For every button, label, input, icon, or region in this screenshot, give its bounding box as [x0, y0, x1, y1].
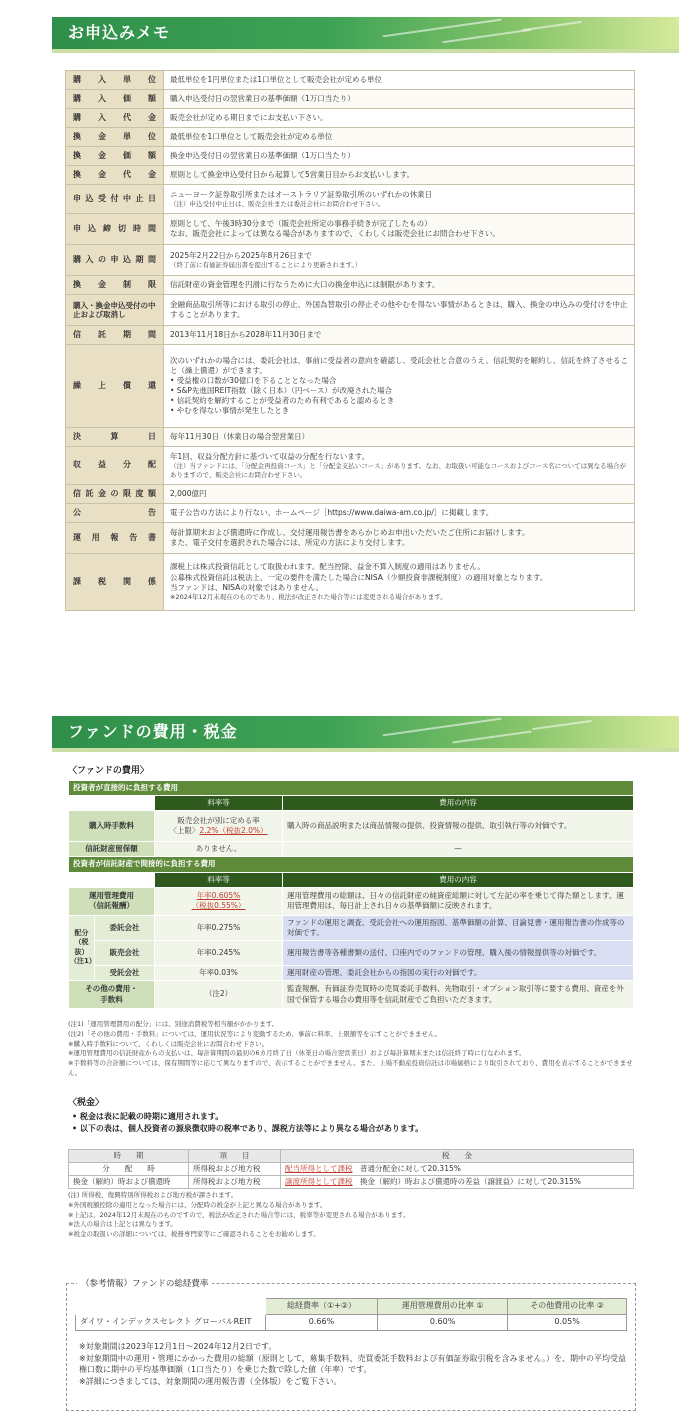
tax-head-period: 時 期	[69, 1150, 189, 1163]
memo-value: 次のいずれかの場合には、委託会社は、事前に受益者の意向を確認し、受託会社と合意のうえ、信託契約を解約し、信託を終了させること（繰上償還）ができます。 • 受益権の口数が30億口を下ることとなった場合 • S&P先進国REIT指数（除く日本）（円ベース）が改廃された場合 • 信託契約を解約することが受益者のため有利であると認めるとき • やむを得ない事情が発生したとき	[164, 345, 635, 428]
memo-key: 換金価額	[66, 147, 164, 166]
mgmt-label: 運用管理費用 （信託報酬）	[69, 887, 155, 915]
memo-banner	[52, 17, 679, 49]
alloc-row-label: 受託会社	[95, 965, 155, 980]
other-fee-label: その他の費用・ 手数料	[69, 981, 155, 1009]
memo-title: お申込みメモ	[68, 23, 171, 42]
tax-table	[68, 1149, 634, 1189]
memo-row	[66, 523, 635, 554]
memo-value: 購入申込受付日の翌営業日の基準価額（1万口当たり）	[164, 90, 635, 109]
tax-row-item: 所得税および地方税	[189, 1176, 281, 1189]
memo-value: 電子公告の方法により行ない、ホームページ［https://www.daiwa-am.co.jp/］に掲載します。	[164, 504, 635, 523]
memo-row	[66, 295, 635, 326]
fees-title: ファンドの費用・税金	[68, 722, 238, 741]
tax-notes: (注) 所得税、復興特別所得税および地方税が課されます。 ※外国税額控除の適用となった場合には、分配時の税金が上記と異なる場合があります。 ※上記は、2024年12月末現在のものですので、税法が改正された場合等には、税率等が変更される場合があります。 ※法人の場合は上記とは異なります。 ※税金の取扱いの詳細については、税務専門家等にご確認されることをお勧めします。	[68, 1191, 410, 1238]
memo-row	[66, 109, 635, 128]
memo-row	[66, 214, 635, 245]
alloc-row-desc: 運用財産の管理、委託会社からの指図の実行の対価です。	[283, 965, 634, 980]
memo-row	[66, 71, 635, 90]
expense-ratio-title: （参考情報）ファンドの総経費率	[77, 1279, 212, 1290]
memo-row	[66, 554, 635, 611]
memo-row	[66, 428, 635, 447]
memo-value: 課税上は株式投資信託として取扱われます。配当控除、益金不算入制度の適用はありません。 公募株式投資信託は税法上、一定の要件を満たした場合にNISA（少額投資非課税制度）の適用対象となります。 当ファンドは、NISAの対象ではありません。 ※2024年12月末現在のものであり、税法が改正された場合等には変更される場合があります。	[164, 554, 635, 611]
memo-key: 信託金の限度額	[66, 485, 164, 504]
tax-head-item: 項 目	[189, 1150, 281, 1163]
memo-value: 最低単位を1円単位または1口単位として販売会社が定める単位	[164, 71, 635, 90]
memo-key: 購入代金	[66, 109, 164, 128]
tax-head-tax: 税 金	[281, 1150, 634, 1163]
memo-key: 購入価額	[66, 90, 164, 109]
memo-key: 運用報告書	[66, 523, 164, 554]
memo-row	[66, 276, 635, 295]
col-rate: 料率等	[155, 796, 283, 811]
direct-cost-bar: 投資者が直接的に負担する費用	[69, 781, 634, 796]
alloc-row-label: 販売会社	[95, 940, 155, 965]
memo-row	[66, 90, 635, 109]
memo-table	[65, 70, 635, 611]
col-rate-2: 料率等	[155, 872, 283, 887]
tax-row-tax: 譲渡所得として課税 換金（解約）時および償還時の差益（譲渡益）に対して20.315%	[281, 1176, 634, 1189]
memo-key: 繰上償還	[66, 345, 164, 428]
tax-bullets: • 税金は表に記載の時期に適用されます。 • 以下の表は、個人投資者の源泉徴収時の税率であり、課税方法等により異なる場合があります。	[72, 1112, 424, 1134]
memo-value: 金融商品取引所等における取引の停止、外国為替取引の停止その他やむを得ない事情があるときは、購入、換金の申込みの受付けを中止することがあります。	[164, 295, 635, 326]
tax-heading: 〈税金〉	[68, 1098, 105, 1108]
memo-row	[66, 326, 635, 345]
expense-ratio-box	[66, 1279, 636, 1411]
memo-row	[66, 447, 635, 485]
memo-value: 信託財産の資金管理を円滑に行なうために大口の換金申込には制限があります。	[164, 276, 635, 295]
other-fee-desc: 監査報酬、有価証券売買時の売買委託手数料、先物取引・オプション取引等に要する費用、資産を外国で保管する場合の費用等を信託財産でご負担いただきます。	[283, 981, 634, 1009]
memo-value: ニューヨーク証券取引所またはオーストラリア証券取引所のいずれかの休業日 （注）申込受付中止日は、販売会社または委託会社にお問合わせ下さい。	[164, 185, 635, 214]
expense-ratio-table: 総経費率（①+②） 運用管理費用の比率 ① その他費用の比率 ② ダイワ・インデックスセレクト グローバルREIT 0.66% 0.60% 0.05%	[75, 1298, 627, 1331]
memo-key: 購入の申込期間	[66, 245, 164, 276]
mgmt-desc: 運用管理費用の総額は、日々の信託財産の純資産総額に対して左記の率を乗じて得た額とします。運用管理費用は、毎日計上され日々の基準価額に反映されます。	[283, 887, 634, 915]
memo-key: 公告	[66, 504, 164, 523]
col-desc: 費用の内容	[283, 796, 634, 811]
col-desc-2: 費用の内容	[283, 872, 634, 887]
memo-key: 購入・換金申込受付の中止および取消し	[66, 295, 164, 326]
alloc-row-rate: 年率0.275%	[155, 915, 283, 940]
alloc-label: 配分 （税抜） （注1）	[69, 915, 95, 980]
keep-desc: —	[283, 842, 634, 857]
memo-value: 2013年11月18日から2028年11月30日まで	[164, 326, 635, 345]
fee-notes: (注1)「運用管理費用の配分」には、別途消費税等相当額がかかります。 (注2)「その他の費用・手数料」については、運用状況等により変動するため、事前に料率、上限額等を示すことができません。 ※購入時手数料について、くわしくは販売会社にお問合わせ下さい。 ※運用管理費用の信託財産からの支払いは、毎計算期間の最初の6カ月終了日（休業日の場合翌営業日）および毎計算期末または信託終了時に行なわれます。 ※手数料等の合計額については、保有期間等に応じて異なりますので、表示することができません。また、上場不動産投資信託は市場価格により取引されており、費用を表示することができません。	[68, 1020, 633, 1077]
memo-row	[66, 147, 635, 166]
memo-value: 原則として、午後3時30分まで（販売会社所定の事務手続きが完了したもの） なお、販売会社によっては異なる場合がありますので、くわしくは販売会社にお問合わせ下さい。	[164, 214, 635, 245]
memo-value: 2025年2月22日から2025年8月26日まで （終了前に有価証券届出書を提出することにより更新されます。）	[164, 245, 635, 276]
memo-key: 申込締切時間	[66, 214, 164, 245]
mgmt-rate: 年率0.605% （税抜0.55%）	[155, 887, 283, 915]
tax-row-period: 分 配 時	[69, 1163, 189, 1176]
memo-row	[66, 504, 635, 523]
memo-key: 決算日	[66, 428, 164, 447]
memo-value: 毎年11月30日（休業日の場合翌営業日）	[164, 428, 635, 447]
fees-banner	[52, 716, 679, 748]
memo-key: 申込受付中止日	[66, 185, 164, 214]
memo-key: 信託期間	[66, 326, 164, 345]
alloc-row-desc: 運用報告書等各種書類の送付、口座内でのファンドの管理、購入後の情報提供等の対価です。	[283, 940, 634, 965]
memo-key: 購入単位	[66, 71, 164, 90]
expense-ratio-notes: ※対象期間は2023年12月1日～2024年12月2日です。 ※対象期間中の運用・管理にかかった費用の総額（原則として、募集手数料、売買委託手数料および有価証券取引税を含みません。）を、期中の平均受益権口数に期中の平均基準価額（1口当たり）を乗じた数で除した値（年率）です。 ※詳細につきましては、対象期間の運用報告書（全体版）をご覧下さい。	[79, 1342, 627, 1386]
alloc-row-label: 委託会社	[95, 915, 155, 940]
memo-value: 2,000億円	[164, 485, 635, 504]
memo-banner-underline	[52, 49, 679, 53]
memo-row	[66, 185, 635, 214]
memo-row	[66, 485, 635, 504]
memo-row	[66, 345, 635, 428]
memo-value: 換金申込受付日の翌営業日の基準価額（1万口当たり）	[164, 147, 635, 166]
memo-value: 最低単位を1口単位として販売会社が定める単位	[164, 128, 635, 147]
memo-value: 原則として換金申込受付日から起算して5営業日目からお支払いします。	[164, 166, 635, 185]
memo-value: 年1回、収益分配方針に基づいて収益の分配を行ないます。 （注）当ファンドには、「分配金再投資コース」と「分配金支払いコース」があります。なお、お取扱い可能なコースおよびコース名については異なる場合がありますので、販売会社にお問合わせ下さい。	[164, 447, 635, 485]
memo-key: 収益分配	[66, 447, 164, 485]
memo-key: 換金代金	[66, 166, 164, 185]
other-fee-rate: （注2）	[155, 981, 283, 1009]
tax-row-period: 換金（解約）時および償還時	[69, 1176, 189, 1189]
memo-key: 課税関係	[66, 554, 164, 611]
memo-row	[66, 166, 635, 185]
memo-key: 換金単位	[66, 128, 164, 147]
tax-row-item: 所得税および地方税	[189, 1163, 281, 1176]
buy-fee-rate: 販売会社が別に定める率 〈上限〉2.2%（税抜2.0%）	[155, 811, 283, 842]
tax-row-tax: 配当所得として課税 普通分配金に対して20.315%	[281, 1163, 634, 1176]
buy-fee-label: 購入時手数料	[69, 811, 155, 842]
memo-row	[66, 245, 635, 276]
indirect-cost-bar: 投資者が信託財産で間接的に負担する費用	[69, 857, 634, 872]
memo-value: 販売会社が定める期日までにお支払い下さい。	[164, 109, 635, 128]
fee-table	[68, 780, 634, 1009]
alloc-row-rate: 年率0.03%	[155, 965, 283, 980]
buy-fee-desc: 購入時の商品説明または商品情報の提供、投資情報の提供、取引執行等の対価です。	[283, 811, 634, 842]
keep-rate: ありません。	[155, 842, 283, 857]
fund-costs-heading: 〈ファンドの費用〉	[68, 766, 149, 776]
memo-key: 換金制限	[66, 276, 164, 295]
keep-label: 信託財産留保額	[69, 842, 155, 857]
fees-banner-underline	[52, 748, 679, 752]
alloc-row-desc: ファンドの運用と調査、受託会社への運用指図、基準価額の計算、目論見書・運用報告書の作成等の対価です。	[283, 915, 634, 940]
alloc-row-rate: 年率0.245%	[155, 940, 283, 965]
memo-row	[66, 128, 635, 147]
memo-value: 毎計算期末および償還時に作成し、交付運用報告書をあらかじめお申出いただいたご住所にお届けします。 また、電子交付を選択された場合には、所定の方法により交付します。	[164, 523, 635, 554]
